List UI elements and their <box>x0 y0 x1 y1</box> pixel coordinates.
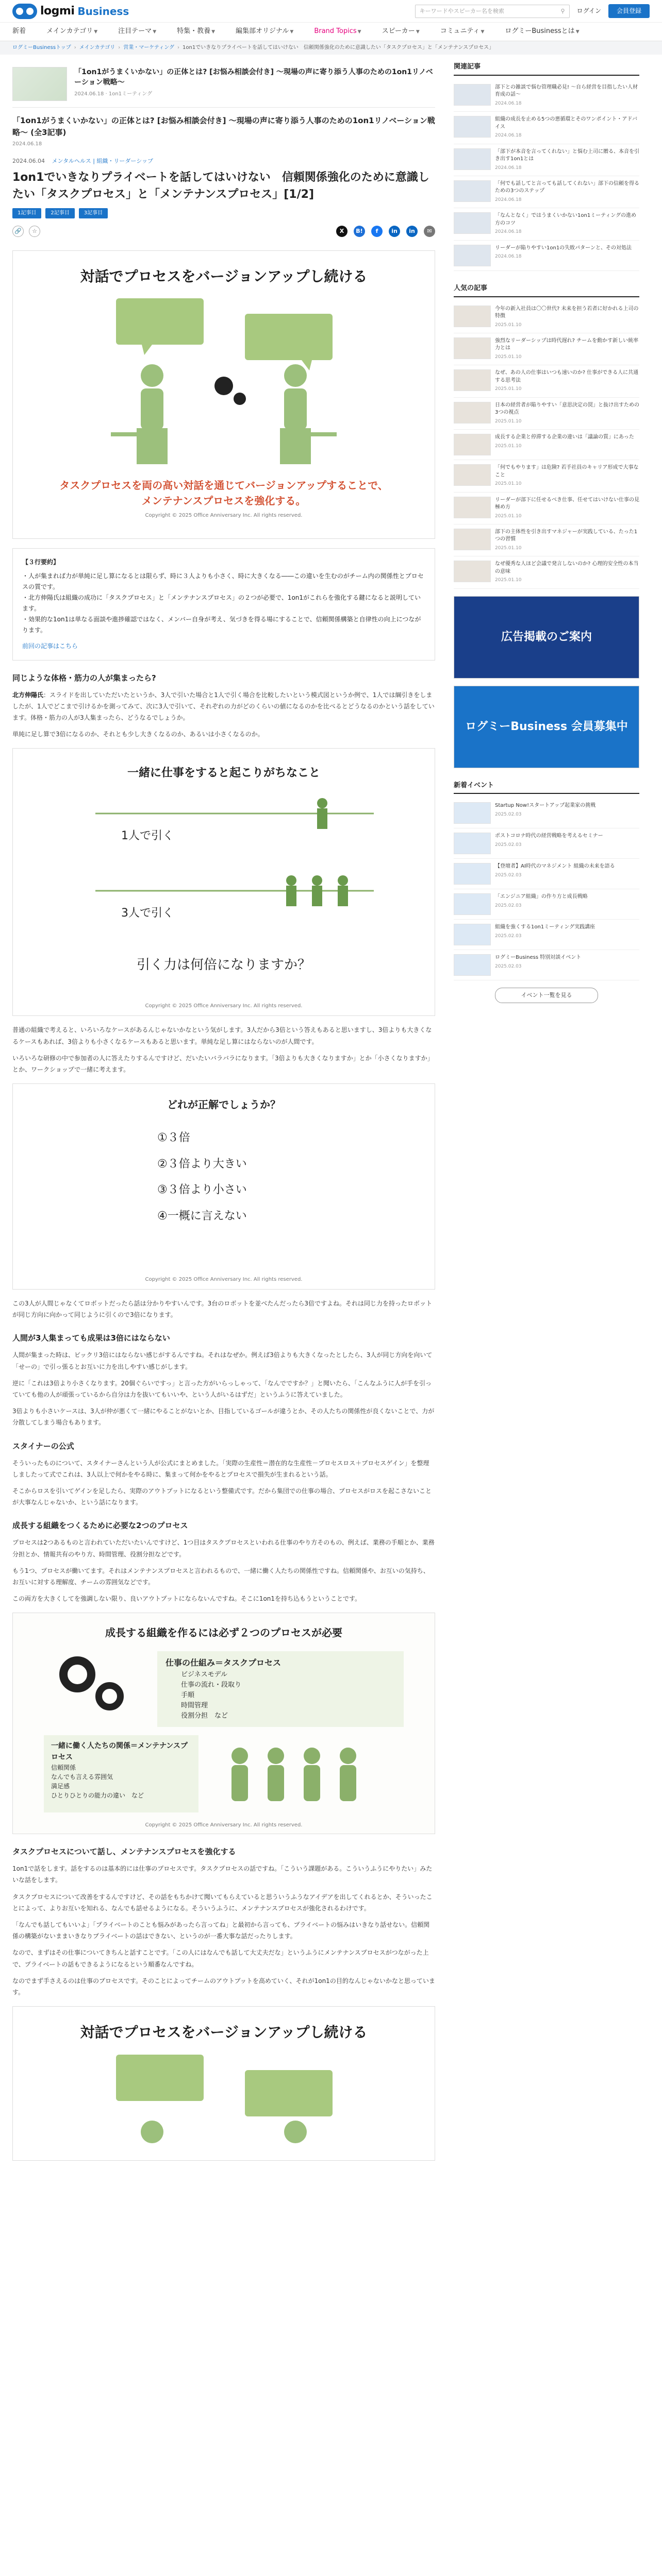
logo[interactable] <box>12 2 129 20</box>
figure-title: 成長する組織を作るには必ず２つのプロセスが必要 <box>105 1626 342 1639</box>
quiz-option: ③３倍より小さい <box>157 1183 247 1197</box>
related-article-thumbnail <box>454 84 491 106</box>
maintenance-process-heading: 一緒に働く人たちの関係＝メンテナンスプロセス <box>51 1741 188 1761</box>
tug-of-war-illustration <box>13 783 435 947</box>
popular-article-date: 2025.01.10 <box>495 322 522 328</box>
popular-article-date: 2025.01.10 <box>495 443 522 449</box>
popular-articles-list <box>454 301 639 589</box>
event-item[interactable] <box>454 950 639 980</box>
section-heading: スタイナーの公式 <box>12 1441 74 1451</box>
event-date: 2025.02.03 <box>495 963 522 969</box>
label-three-people: 3人で引く <box>121 907 174 920</box>
event-body <box>495 954 581 976</box>
event-date: 2025.02.03 <box>495 872 522 878</box>
related-article-body <box>495 245 632 266</box>
nav-item-theme[interactable] <box>118 26 156 37</box>
logo-sub: Business <box>77 5 129 18</box>
series-date: 2024.06.18 <box>12 141 42 147</box>
related-article-thumbnail <box>454 245 491 266</box>
event-title: Startup Now!スタートアップ起業家の挑戦 <box>495 803 596 809</box>
paragraph: 単純に足し算で3倍になるのか、それとも少し大きくなるのか、あるいは小さくなるのか。 <box>12 731 264 738</box>
share-row <box>12 226 435 242</box>
paragraph: なのでまず手さえるのは仕事のプロセスです。そのことによってチームのアウトプットを高めていく、それが1on1の目的なんじゃないかなと思っています。 <box>12 1977 435 1996</box>
task-item: 仕事の流れ・段取り <box>181 1681 242 1689</box>
event-body <box>495 893 588 915</box>
see-all-events-button[interactable]: イベント一覧を見る <box>495 988 598 1003</box>
popular-article-title: 今年の新入社員は〇〇世代? 未来を担う若者に好かれる上司の特徴 <box>495 306 639 319</box>
popular-article-item[interactable] <box>454 333 639 365</box>
section-heading: タスクプロセスについて話し、メンテナンスプロセスを強化する <box>12 1847 236 1857</box>
figure-question: 引く力は何倍になりますか？ <box>136 957 311 973</box>
nav-item-feature[interactable] <box>177 26 215 37</box>
related-article-title: 「なんとなく」ではうまくいかない1on1ミーティングの進め方のコツ <box>495 213 637 226</box>
popular-article-body <box>495 369 639 393</box>
paragraph: この両方を大きくしてを強調しない限り、良いアウトプットにならないんですね。そこに1on1を持ち込もうということです。 <box>12 1595 361 1603</box>
chevron-down-icon: ▼ <box>211 29 216 35</box>
ad-banner-text: ログミーBusiness 会員募集中 <box>465 720 628 734</box>
nav-item-community[interactable] <box>440 26 485 37</box>
breadcrumb-current: 1on1でいきなりプライベートを話してはいけない 信頼関係強化のために意識したい「タスクプロセス」と「メンテナンスプロセス」 <box>183 45 494 50</box>
popular-article-date: 2025.01.10 <box>495 418 522 424</box>
popular-article-item[interactable] <box>454 430 639 460</box>
task-item: 役割分担 など <box>181 1712 228 1720</box>
popular-article-date: 2025.01.10 <box>495 386 522 392</box>
popular-article-item[interactable] <box>454 365 639 397</box>
nav-item-brand-topics[interactable] <box>314 26 361 37</box>
related-articles-list <box>454 80 639 271</box>
gear-icon <box>59 1656 95 1692</box>
tag-part-2[interactable]: 2記事目 <box>45 208 74 218</box>
event-thumbnail <box>454 954 491 976</box>
figure-title: 対話でプロセスをバージョンアップし続ける <box>80 267 368 285</box>
series-full-title[interactable]: 「1on1がうまくいかない」の正体とは? [お悩み相談会付き] ～現場の声に寄り添う人事のための1on1リノベーション戦略～ (全3記事) <box>12 116 435 137</box>
popular-article-date: 2025.01.10 <box>495 513 522 519</box>
figure-title: どれが正解でしょうか？ <box>167 1098 280 1111</box>
events-list <box>454 798 639 980</box>
popular-article-thumbnail <box>454 337 491 359</box>
main-nav <box>0 23 662 41</box>
popular-article-item[interactable] <box>454 493 639 524</box>
nav-item-new[interactable]: 新着 <box>12 27 26 36</box>
maintenance-item: 信頼関係 <box>51 1764 76 1772</box>
header-right <box>415 4 650 18</box>
event-title: ログミーBusiness 特別対談イベント <box>495 955 582 961</box>
series-meta: 2024.06.18 · 1on1ミーティング <box>74 91 153 97</box>
ad-banner-text: 広告掲載のご案内 <box>501 631 592 644</box>
related-article-body <box>495 180 639 204</box>
event-body <box>495 863 615 885</box>
register-button[interactable]: 会員登録 <box>608 4 650 18</box>
event-item[interactable] <box>454 920 639 950</box>
tag-part-3[interactable]: 3記事目 <box>79 208 108 218</box>
figure-copyright: Copyright © 2025 Office Anniversary Inc. All rights reserved. <box>145 1277 303 1283</box>
section-heading: 同じような体格・筋力の人が集まったら? <box>12 673 156 683</box>
popular-article-item[interactable] <box>454 556 639 588</box>
quiz-option: ②３倍より大きい <box>157 1157 247 1171</box>
task-item: 時間管理 <box>181 1702 208 1710</box>
popular-article-body <box>495 337 639 361</box>
summary-box <box>12 548 435 660</box>
related-article-title: 「部下が本音を言ってくれない」と悩む上司に贈る、本音を引き出す1on1とは <box>495 148 639 162</box>
event-thumbnail <box>454 893 491 915</box>
related-article-item[interactable] <box>454 144 639 176</box>
event-body <box>495 833 603 854</box>
event-item[interactable] <box>454 859 639 889</box>
breadcrumb-sep: › <box>118 45 121 50</box>
task-process-heading: 仕事の仕組み＝タスクプロセス <box>166 1658 282 1668</box>
breadcrumb-sep: › <box>177 45 180 50</box>
popular-article-item[interactable] <box>454 398 639 430</box>
previous-article-link[interactable]: 前回の記事はこちら <box>22 642 78 650</box>
related-article-body <box>495 148 639 172</box>
nav-label: ログミーBusinessとは <box>505 27 575 36</box>
search-icon[interactable]: ⚲ <box>560 7 565 14</box>
related-article-item[interactable] <box>454 176 639 208</box>
popular-article-item[interactable] <box>454 301 639 333</box>
paragraph: タスクプロセスについて改善をするんですけど、その話をもちかけて聞いてもらえていると思ういうふうなアイデアを出してくれるとか、そういったことによって、よりお互いを知れる、なんでも話せるようになる。そういうふうに、メンテナンスプロセスが強化されるわけです。 <box>12 1893 433 1912</box>
popular-article-body <box>495 529 639 552</box>
article-date-line <box>12 157 435 166</box>
popular-article-date: 2025.01.10 <box>495 354 522 360</box>
ad-banner-membership[interactable] <box>454 686 639 768</box>
gear-icon <box>234 393 246 405</box>
event-title: ポストコロナ時代の経営戦略を考えるセミナー <box>495 833 603 839</box>
related-article-body <box>495 84 639 107</box>
summary-title: 【３行要約】 <box>22 558 60 566</box>
search-input[interactable] <box>415 5 570 18</box>
event-date: 2025.02.03 <box>495 933 522 939</box>
event-date: 2025.02.03 <box>495 842 522 848</box>
related-article-date: 2024.06.18 <box>495 133 522 139</box>
related-article-date: 2024.06.18 <box>495 197 522 202</box>
paragraph: プロセスは2つあるものと言われていただいたいんですけど、1つ目はタスクプロセスといわれる仕事のやり方そのもの、例えば、業務の手順とか、業務分担とか、情報共有のやり方、時間管理、役割分担などです。 <box>12 1539 435 1558</box>
quiz-option: ①３倍 <box>157 1131 190 1145</box>
nav-label: スピーカー <box>382 27 415 36</box>
related-article-thumbnail <box>454 180 491 202</box>
article-title-block <box>12 157 435 218</box>
tag-part-1[interactable]: 1記事目 <box>12 208 41 218</box>
hatena-share-icon[interactable]: B! <box>354 226 365 237</box>
related-article-date: 2024.06.18 <box>495 100 522 106</box>
article-tags <box>12 208 435 218</box>
page-title: 1on1でいきなりプライベートを話してはいけない 信頼関係強化のために意識したい「タスクプロセス」と「メンテナンスプロセス」[1/2] <box>12 171 429 201</box>
event-thumbnail <box>454 802 491 824</box>
paragraph: 人間が集まった時は、ビックリ3倍にはならない感じがするんですね。それはなぜか。例えば3倍よりも大きくなったとしたら、3人が同じ方向を向いて「せーの」で引っ張るとお互いに力を出しやすい感じがします。 <box>12 1351 433 1370</box>
nav-item-speaker[interactable] <box>382 26 420 37</box>
related-article-item[interactable] <box>454 112 639 144</box>
popular-article-thumbnail <box>454 369 491 391</box>
page-container <box>0 62 662 2169</box>
paragraph: そこからロスを引いてゲインを足したら、実際のアウトプットになるという整備式です。だから集団での仕事の場合、プロセスがロスを起こさないことが大事なんじゃないか、という話になります。 <box>12 1487 432 1506</box>
figure-title: 対話でプロセスをバージョンアップし続ける <box>80 2024 368 2041</box>
task-item: 手順 <box>181 1691 195 1700</box>
sidebar <box>454 62 639 2169</box>
popular-article-thumbnail <box>454 306 491 327</box>
popular-article-body <box>495 306 639 329</box>
nav-item-main-category[interactable] <box>46 26 97 37</box>
popular-article-title: なぜ、あの人の仕事はいつも速いのか? 仕事ができる人に共通する思考法 <box>495 370 639 383</box>
gear-icon <box>214 377 233 395</box>
top-bar <box>0 0 662 23</box>
chevron-down-icon: ▼ <box>481 29 485 35</box>
chevron-down-icon: ▼ <box>575 29 580 35</box>
popular-article-date: 2025.01.10 <box>495 578 522 583</box>
popular-article-item[interactable] <box>454 524 639 556</box>
dialogue-illustration <box>13 2044 435 2158</box>
popular-article-body <box>495 497 639 520</box>
related-article-item[interactable] <box>454 80 639 112</box>
paragraph-text: ：スライドを出していただいたというか、3人で引いた場合と1人で引く場合を比較したいという模式図というか例で、1人では綱引きをしましたが、1人でどこまで引けるかを測ってみて、次に3人で引いて、それぞれの力がどのくらいの値になるのかを比べるとどうなるのかという話をしています。体格・筋力の人が3人集まったら、どうなるでしょうか。 <box>12 691 435 721</box>
summary-line: ・効果的な1on1は単なる面談や進捗確認ではなく、メンバー自身が考え、気づきを得る場にすることで、信頼関係構築と自律性の向上につながります。 <box>22 615 421 634</box>
mail-share-icon[interactable]: ✉ <box>424 226 435 237</box>
popular-article-date: 2025.01.10 <box>495 481 522 487</box>
popular-article-body <box>495 434 634 455</box>
breadcrumb-item[interactable]: ログミーBusinessトップ <box>12 45 71 50</box>
figure-copyright: Copyright © 2025 Office Anniversary Inc. All rights reserved. <box>145 1003 303 1009</box>
event-body <box>495 802 595 824</box>
popular-article-thumbnail <box>454 561 491 582</box>
related-article-title: 組織の成長を止める5つの悪循環とそのワンポイント・アドバイス <box>495 116 638 130</box>
breadcrumb-sep: › <box>74 45 76 50</box>
event-title: 「エンジニア組織」の作り方と成長戦略 <box>495 894 588 900</box>
related-article-date: 2024.06.18 <box>495 229 522 235</box>
paragraph: 3倍よりも小さいケースは、3人が仲が悪くて一緒にやることがないとか、目指しているゴールが違うとか、その人たちの関係性が良くないことで、力が分散してしまう場合もあります。 <box>12 1408 435 1427</box>
paragraph: 「なんでも話してもいいよ」「プライベートのことも悩みがあったら言ってね」と最初から言っても、プライベートの悩みはいきなり話せない。信頼関係の構築がないままいきなりプライベートの話はできない、というのが一番大事な話だったりします。 <box>12 1921 430 1940</box>
event-thumbnail <box>454 924 491 945</box>
maintenance-item: ひとりひとりの能力の違い など <box>51 1792 144 1800</box>
chevron-down-icon: ▼ <box>357 29 361 35</box>
ad-banner-advertise[interactable] <box>454 596 639 679</box>
popular-article-item[interactable] <box>454 460 639 492</box>
related-article-thumbnail <box>454 116 491 138</box>
quiz-option: ④一概に言えない <box>157 1209 247 1223</box>
search-placeholder: キーワードやスピーカー名を検索 <box>419 7 504 14</box>
related-article-item[interactable] <box>454 241 639 271</box>
figure-copyright: Copyright © 2025 Office Anniversary Inc. All rights reserved. <box>145 1822 303 1828</box>
paragraph: この3人が人間じゃなくてロボットだったら話は分かりやすいんです。3台のロボットを並べたんだったら3倍ですよね。それは同じ力を持ったロボットが同じ方向に向かって同じように引くので3倍になります。 <box>12 1300 432 1319</box>
linkedin-alt-share-icon[interactable]: in <box>406 226 418 237</box>
figure-caption: タスクプロセスを両の高い対話を通じてバージョンアップすることで、メンテナンスプロセスを強化する。 <box>59 479 388 507</box>
link-icon[interactable]: 🔗 <box>12 226 24 237</box>
figure-dialogue-process-repeat <box>12 2006 435 2161</box>
popular-articles-heading: 人気の記事 <box>454 283 639 297</box>
nav-label: 編集部オリジナル <box>236 27 289 36</box>
section-heading: 成長する組織をつくるために必要な2つのプロセス <box>12 1521 188 1531</box>
breadcrumb <box>0 41 662 55</box>
paragraph: そういったものについて、スタイナーさんという人が公式にまとめました。「実際の生産性＝潜在的な生産性－プロセスロス＋プロセスゲイン」を整理しましたって式でこれは、3人以上で何かをやる時に、集まって何かをやるとプロセスで損失が生まれるという話。 <box>12 1459 429 1478</box>
nav-item-about[interactable] <box>505 26 579 37</box>
related-article-date: 2024.06.18 <box>495 254 522 260</box>
related-article-title: リーダーが陥りやすい1on1の失敗パターンと、その対処法 <box>495 245 632 251</box>
nav-item-original[interactable] <box>236 26 293 37</box>
related-article-thumbnail <box>454 212 491 234</box>
event-thumbnail <box>454 833 491 854</box>
related-article-body <box>495 212 639 235</box>
paragraph: いろいろな研修の中で参加者の人に答えたりするんですけど、だいたいバラバラになります。「3倍よりも大きくなりますか」とか「小さくなりますか」とか、ワークショップで一緒に考えます。 <box>12 1054 434 1073</box>
popular-article-thumbnail <box>454 497 491 518</box>
popular-article-thumbnail <box>454 464 491 486</box>
related-articles-heading: 関連記事 <box>454 62 639 76</box>
bookmark-icon[interactable]: ☆ <box>29 226 40 237</box>
summary-line: ・北方伸陽氏は組織の成功に「タスクプロセス」と「メンテナンスプロセス」の２つが必要で、1on1がこれらを強化する鍵になると説明しています。 <box>22 594 421 612</box>
linkedin-share-icon[interactable]: in <box>389 226 400 237</box>
series-header[interactable] <box>12 62 435 108</box>
popular-article-body <box>495 464 639 487</box>
new-events-heading: 新着イベント <box>454 781 639 794</box>
chevron-down-icon: ▼ <box>416 29 420 35</box>
figure-dialogue-process <box>12 250 435 539</box>
figure-two-processes <box>12 1613 435 1834</box>
label-one-person: 1人で引く <box>121 829 174 843</box>
figure-quiz <box>12 1083 435 1290</box>
related-article-thumbnail <box>454 148 491 170</box>
related-article-title: 「何でも話してと言っても話してくれない」部下の信頼を得るための3つのステップ <box>495 180 639 194</box>
event-item[interactable] <box>454 889 639 920</box>
maintenance-item: なんでも言える雰囲気 <box>51 1773 113 1781</box>
figure-copyright: Copyright © 2025 Office Anniversary Inc. All rights reserved. <box>145 513 303 519</box>
nav-label: 注目テーマ <box>118 27 152 36</box>
team-illustration <box>209 1735 374 1812</box>
section-heading: 人間が3人集まっても成果は3倍にはならない <box>12 1333 170 1343</box>
event-date: 2025.02.03 <box>495 903 522 908</box>
event-item[interactable] <box>454 828 639 859</box>
popular-article-title: 部下の主体性を引き出すマネジャーが実践している、たった1つの習慣 <box>495 529 638 543</box>
paragraph: 1on1で話をします。話をするのは基本的には仕事のプロセスです。タスクプロセスの話ですね。「こういう課題がある。こういうふうにやりたい」みたいな話をします。 <box>12 1865 433 1884</box>
paragraph: もう1つ、プロセスが働いてます。それはメンテナンスプロセスと言われるもので、一緒に働く人たちの関係性ですね。信頼関係や、お互いの気持ち、お互いに対する理解度、チームの雰囲気などです。 <box>12 1567 429 1586</box>
breadcrumb-item[interactable]: 営業・マーケティング <box>123 45 175 50</box>
speaker-name: 北方伸陽氏 <box>12 691 44 699</box>
chevron-down-icon: ▼ <box>94 29 98 35</box>
summary-line: ・人が集まれば力が単純に足し算になるとは限らず、時に３人よりも小さく、時に大きくなる――この違いを生むのがチーム内の関係性とプロセスの質です。 <box>22 572 424 590</box>
figure-title: 一緒に仕事をすると起こりがちなこと <box>127 767 320 780</box>
figure-tug-of-war <box>12 748 435 1016</box>
paragraph: 普通の組織で考えると、いろいろなケースがあるんじゃないかなという気がします。3人だから3倍という答えもあると思いますし、3倍よりも大きくなるケースもあれば、3倍よりも小さくなるケースもあると思います。単純な足し算にはならないのが人間です。 <box>12 1026 432 1045</box>
related-article-title: 部下との雑談で悩む管理職必見! ～自ら経営を目指したい人材育成の話～ <box>495 84 638 98</box>
chevron-down-icon: ▼ <box>290 29 294 35</box>
popular-article-title: 日本の経営者が陥りやすい「意思決定の罠」と抜け出すための3つの視点 <box>495 402 639 416</box>
dialogue-illustration <box>13 288 435 473</box>
popular-article-body <box>495 561 639 584</box>
nav-label: メインカテゴリ <box>46 27 93 36</box>
chevron-down-icon: ▼ <box>153 29 157 35</box>
popular-article-thumbnail <box>454 529 491 550</box>
gear-icon <box>95 1682 124 1710</box>
nav-label: 特集・教養 <box>177 27 211 36</box>
login-link[interactable]: ログイン <box>576 7 601 14</box>
popular-article-thumbnail <box>454 402 491 423</box>
article-category[interactable]: メンタルヘルス | 組織・リーダーシップ <box>52 158 153 164</box>
popular-article-title: 強烈なリーダーシップは時代遅れ? チームを動かす新しい統率力とは <box>495 337 639 351</box>
event-date: 2025.02.03 <box>495 811 522 817</box>
nav-label: コミュニティ <box>440 27 480 36</box>
facebook-share-icon[interactable]: f <box>371 226 383 237</box>
article-date: 2024.06.04 <box>12 158 45 164</box>
series-thumbnail <box>12 67 67 101</box>
maintenance-item: 満足感 <box>51 1783 70 1790</box>
popular-article-body <box>495 402 639 425</box>
event-item[interactable] <box>454 798 639 828</box>
nav-label: Brand Topics <box>314 27 357 36</box>
main-content <box>12 62 435 2169</box>
popular-article-thumbnail <box>454 434 491 455</box>
event-thumbnail <box>454 863 491 885</box>
logo-icon <box>12 4 37 19</box>
series-title: 「1on1がうまくいかない」の正体とは? [お悩み相談会付き] ～現場の声に寄り添う人事のための1on1リノベーション戦略～ <box>74 68 433 87</box>
popular-article-title: 「何でもやります」は危険? 若手社員のキャリア形成で大事なこと <box>495 465 639 478</box>
related-article-date: 2024.06.18 <box>495 165 522 171</box>
related-article-item[interactable] <box>454 208 639 240</box>
paragraph <box>12 689 435 724</box>
breadcrumb-item[interactable]: メインカテゴリ <box>79 45 115 50</box>
logo-text: logmi <box>40 4 75 18</box>
paragraph: なので、まずはその仕事についてきちんと話すことです。「この人にはなんでも話して大丈夫だな」というふうにメンテナンスプロセスがつながった上で、プライベートの話もできるようになるという順番なんですね。 <box>12 1949 429 1968</box>
paragraph: 逆に「これは3倍より小さくなります。20個ぐらいですっ」と言った方がいらっしゃって、「なんでですか？」と聞いたら、「こんなふうに人が手を引っていても他の人が頑張っているから自分は力を抜いてもいいや、という人がいるはずだ」というふうに答えていました。 <box>12 1379 432 1399</box>
popular-article-title: なぜ優秀な人ほど会議で発言しないのか? 心理的安全性の本当の意味 <box>495 561 639 574</box>
popular-article-date: 2025.01.10 <box>495 545 522 551</box>
popular-article-title: 成長する企業と停滞する企業の違いは「議論の質」にあった <box>495 434 634 440</box>
popular-article-title: リーダーが部下に任せるべき仕事、任せてはいけない仕事の見極め方 <box>495 497 639 510</box>
event-title: 組織を強くする1on1ミーティング実践講座 <box>495 924 595 930</box>
event-title: 【登壇者】AI時代のマネジメント 組織の未来を語る <box>495 863 615 870</box>
related-article-body <box>495 116 639 139</box>
x-share-icon[interactable]: X <box>336 226 347 237</box>
event-body <box>495 924 595 945</box>
task-item: ビジネスモデル <box>181 1670 227 1679</box>
